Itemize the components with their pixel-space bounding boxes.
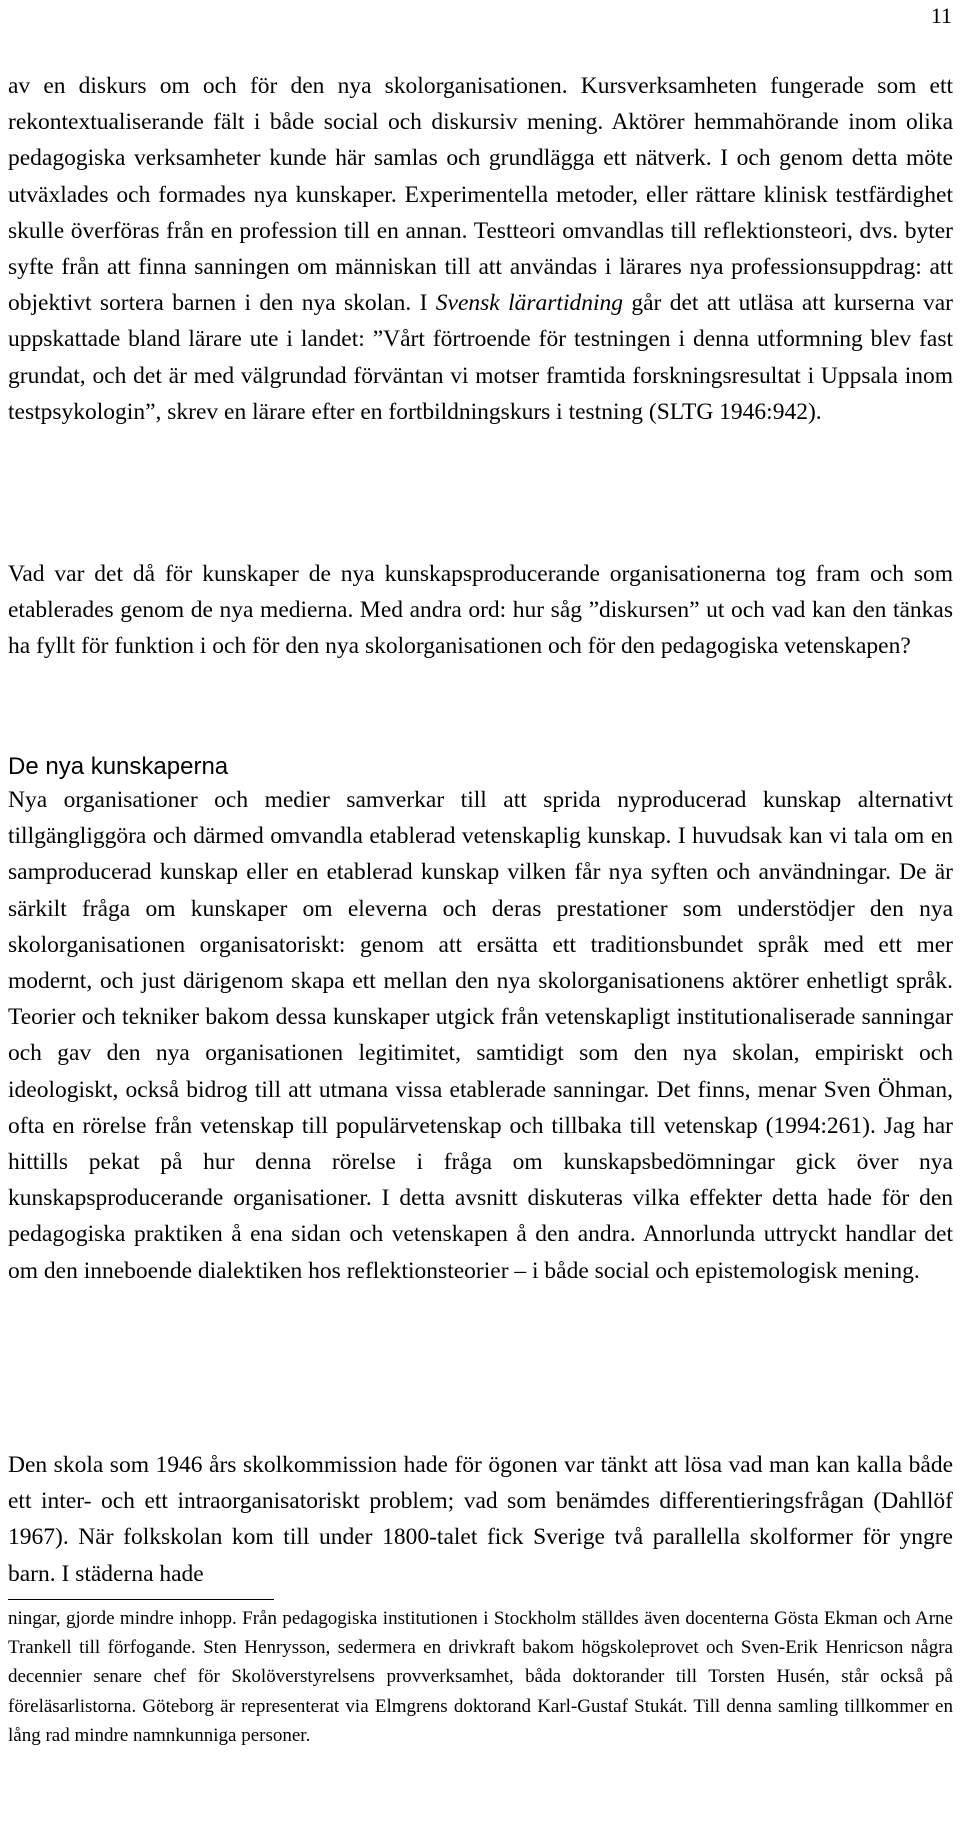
footnote-divider [8, 1599, 274, 1600]
paragraph-2: Vad var det då för kunskaper de nya kunskapsproducerande organisationerna tog fram och som etablerades genom de nya medierna. Med andra ord: hur såg ”diskursen” ut och vad kan den tänkas ha fyllt för funktion i och för den nya skolorganisationen och för den pedagogiska vetenskapen? [8, 561, 953, 660]
paragraph-1-text-start: av en diskurs om och för den nya skolorganisationen. Kursverksamheten fungerade som ett rekontextualiserande fält i både social och diskursiv mening. Aktörer hemmahörande inom olika pedagogiska verksamheter kunde här samlas och grundlägga ett nätverk. I och genom detta möte utväxlades och formades nya kunskaper. Experimentella metoder, eller rättare klinisk testfärdighet skulle överföras från en profession till en annan. Testteori omvandlas till reflektionsteori, dvs. byter syfte från att finna sanningen om människan till att användas i lärares nya professionsuppdrag: att objektivt sortera barnen i den nya skolan. I [8, 73, 953, 317]
paragraph-3: Nya organisationer och medier samverkar till att sprida nyproducerad kunskap alternativt tillgängliggöra och därmed omvandla etablerad vetenskaplig kunskap. I huvudsak kan vi tala om en samproducerad kunskap eller en etablerad kunskap vilken får nya syften och användningar. De är särkilt fråga om kunskaper om eleverna och deras prestationer som understödjer den nya skolorganisationen organisatoriskt: genom att ersätta ett traditionsbundet språk med ett mer modernt, och just därigenom skapa ett mellan den nya skolorganisationens aktörer enhetligt språk. Teorier och tekniker bakom dessa kunskaper utgick från vetenskapligt institutionaliserade sanningar och gav den nya organisationen legitimitet, samtidigt som den nya skolan, empiriskt och ideologiskt, också bidrog till att utmana vissa etablerade sanningar. Det finns, menar Sven Öhman, ofta en rörelse från vetenskap till populärvetenskap och tillbaka till vetenskap (1994:261). Jag har hittills pekat på hur denna rörelse i fråga om kunskapsbedömningar gick över nya kunskapsproducerande organisationer. I detta avsnitt diskuteras vilka effekter detta hade för den pedagogiska praktiken å ena sidan och vetenskapen å den andra. Annorlunda uttryckt handlar det om den inneboende dialektiken hos reflektionsteorier – i både social och epistemologisk mening. [8, 787, 953, 1284]
section-heading: De nya kunskaperna [8, 753, 229, 780]
paragraph-1 [8, 68, 953, 430]
page-number: 11 [930, 3, 952, 28]
footnote: ningar, gjorde mindre inhopp. Från pedagogiska institutionen i Stockholm ställdes även docenterna Gösta Ekman och Arne Trankell till förfogande. Sten Henrysson, sedermera en drivkraft bakom högskoleprovet och Sven-Erik Henricson några decennier senare chef för Skolöverstyrelsens provverksamhet, båda doktorander till Torsten Husén, står också på föreläsarlistorna. Göteborg är representerat via Elmgrens doktorand Karl-Gustaf Stukát. Till denna samling tillkommer en lång rad mindre namnkunniga personer. [8, 1608, 953, 1746]
journal-title-italic: Svensk lärartidning [435, 290, 624, 317]
paragraph-1-text-end: går det att utläsa att kurserna var uppskattade bland lärare ute i landet: ”Vårt förtroende för testningen i denna utformning blev fast grundat, och det är med välgrundad förväntan vi motser framtida forskningsresultat i Uppsala inom testpsykologin”, skrev en lärare efter en fortbildningskurs i testning (SLTG 1946:942). [8, 290, 953, 425]
paragraph-4: Den skola som 1946 års skolkommission hade för ögonen var tänkt att lösa vad man kan kalla både ett inter- och ett intraorganisatoriskt problem; vad som benämdes differentieringsfrågan (Dahllöf 1967). När folkskolan kom till under 1800-talet fick Sverige två parallella skolformer för yngre barn. I städerna hade [8, 1452, 953, 1587]
